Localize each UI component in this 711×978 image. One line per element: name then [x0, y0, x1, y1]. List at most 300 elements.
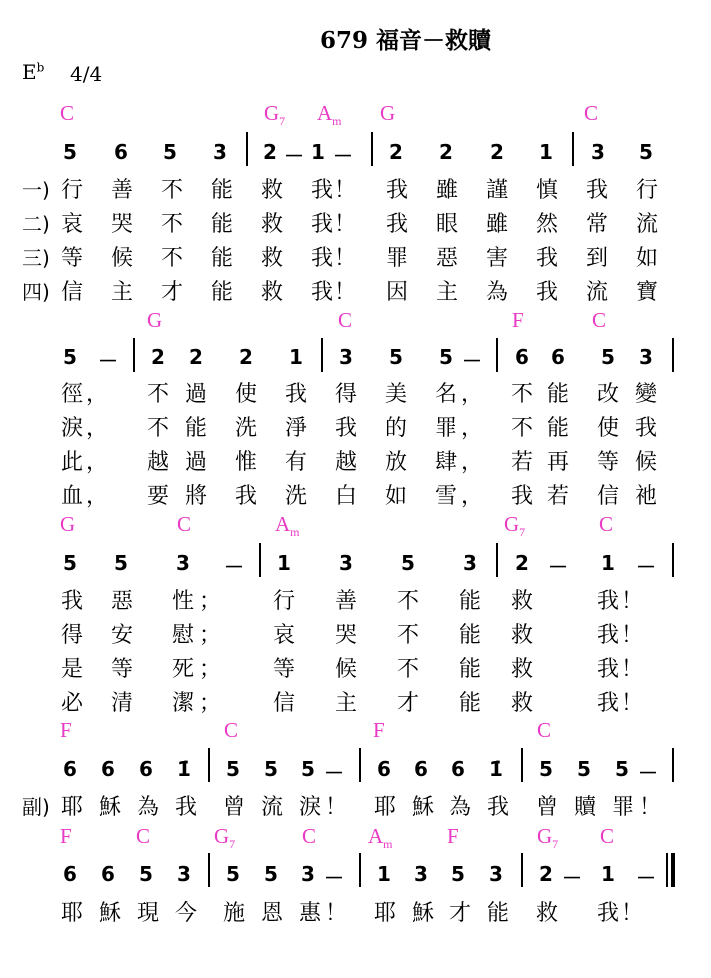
note: 1̇ [489, 757, 503, 781]
note: 5 [401, 551, 415, 575]
lyric-char: 我 [234, 484, 257, 509]
lyric-char: ； [198, 691, 221, 716]
lyric-char: 惠 [298, 901, 321, 926]
chord-quality: m [383, 837, 393, 852]
barline [208, 853, 210, 887]
chord-root: C [600, 824, 615, 848]
lyric-char: 再 [546, 450, 569, 475]
lyric-char: 不 [146, 416, 169, 441]
barline [672, 543, 674, 577]
note: － [636, 866, 656, 890]
lyric-char: 要 [146, 484, 169, 509]
note: － [224, 555, 244, 579]
lyric-char: ， [460, 416, 483, 441]
chord-symbol [214, 824, 235, 852]
lyric-char: 此 [60, 450, 83, 475]
lyric-char: 候 [634, 450, 657, 475]
lyric-char: 行 [272, 589, 295, 614]
chord-root: C [584, 101, 599, 125]
lyric-char: ， [85, 484, 108, 509]
lyric-char: ！ [638, 795, 661, 820]
chord-quality: 7 [552, 837, 559, 852]
lyric-char: 我 [310, 178, 333, 203]
lyric-char: 信 [596, 484, 619, 509]
note: － [636, 555, 656, 579]
lyric-char: 不 [160, 246, 183, 271]
lyric-char: 改 [596, 382, 619, 407]
lyric-char: ！ [333, 280, 356, 305]
note: 6 [63, 757, 77, 781]
key-flat: b [36, 60, 45, 75]
lyric-char: 信 [272, 691, 295, 716]
chord-root: C [599, 512, 614, 536]
lyric-char: ； [198, 623, 221, 648]
verse-label: 一) [22, 178, 50, 202]
note: － [324, 761, 344, 785]
chord-root: F [60, 718, 72, 742]
barline [672, 748, 674, 782]
note: 6 [414, 757, 428, 781]
lyric-char: ； [198, 589, 221, 614]
lyric-char: 哭 [110, 212, 133, 237]
barline [496, 338, 498, 372]
chord-symbol [317, 101, 342, 129]
lyric-char: 能 [458, 657, 481, 682]
lyric-char: ！ [620, 623, 643, 648]
lyric-char: 過 [184, 450, 207, 475]
note: 3 [339, 551, 353, 575]
lyric-char: ； [198, 657, 221, 682]
note: 3 [301, 862, 315, 886]
lyric-char: 能 [210, 246, 233, 271]
lyric-char: 的 [384, 416, 407, 441]
barline [133, 338, 135, 372]
chord-root: C [60, 101, 75, 125]
key-signature [22, 60, 44, 84]
barline [666, 853, 668, 887]
verse-label: 三) [22, 246, 50, 270]
chord-quality: 7 [519, 525, 526, 540]
barline [672, 338, 674, 372]
lyric-char: 救 [510, 589, 533, 614]
note: 5 [539, 757, 553, 781]
note: 1 [289, 345, 303, 369]
lyric-char: 若 [510, 450, 533, 475]
chord-root: F [60, 824, 72, 848]
lyric-char: 雪 [434, 484, 457, 509]
lyric-char: 名 [434, 382, 457, 407]
lyric-char: 因 [385, 280, 408, 305]
lyric-char: 流 [260, 795, 283, 820]
lyric-char: 候 [110, 246, 133, 271]
lyric-char: 救 [260, 246, 283, 271]
lyric-char: 雖 [435, 178, 458, 203]
lyric-char: 死 [171, 657, 194, 682]
lyric-char: 放 [384, 450, 407, 475]
note: 6 [101, 757, 115, 781]
lyric-char: 救 [510, 623, 533, 648]
barline [521, 853, 523, 887]
lyric-char: 恩 [260, 901, 283, 926]
barline [521, 748, 523, 782]
note: 1 [601, 862, 615, 886]
lyric-char: 我 [284, 382, 307, 407]
chord-symbol [447, 824, 459, 849]
lyric-char: 救 [510, 657, 533, 682]
note: 2 [239, 345, 253, 369]
lyric-char: 我 [596, 657, 619, 682]
lyric-char: 我 [596, 691, 619, 716]
lyric-char: ， [85, 416, 108, 441]
chord-quality: 7 [279, 114, 286, 129]
lyric-char: 血 [60, 484, 83, 509]
lyric-char: 曾 [535, 795, 558, 820]
lyric-char: 信 [60, 280, 83, 305]
chord-symbol [177, 512, 191, 537]
lyric-char: 謹 [485, 178, 508, 203]
lyric-char: 善 [110, 178, 133, 203]
lyric-char: 潔 [171, 691, 194, 716]
chord-symbol [537, 824, 558, 852]
lyric-char: 主 [435, 280, 458, 305]
lyric-char: 我 [535, 280, 558, 305]
verse-label: 二) [22, 212, 50, 236]
lyric-char: 穌 [411, 795, 434, 820]
chord-root: A [275, 512, 291, 536]
barline [246, 132, 248, 166]
lyric-char: 害 [485, 246, 508, 271]
hymn-title: 679 福音－救贖 [319, 27, 492, 54]
note: 5 [63, 345, 77, 369]
key-letter: E [22, 60, 37, 84]
lyric-char: 行 [60, 178, 83, 203]
lyric-char: 如 [384, 484, 407, 509]
lyric-char: 為 [136, 795, 159, 820]
note: 5 [264, 757, 278, 781]
note: 6 [114, 140, 128, 164]
note: 5 [139, 862, 153, 886]
lyric-char: 不 [160, 212, 183, 237]
note: － [562, 866, 582, 890]
lyric-char: 不 [510, 382, 533, 407]
chord-symbol [136, 824, 150, 849]
lyric-char: 我 [486, 795, 509, 820]
note: 5 [264, 862, 278, 886]
chord-root: G [214, 824, 230, 848]
chord-root: G [537, 824, 553, 848]
lyric-char: 候 [334, 657, 357, 682]
lyric-char: 罪 [385, 246, 408, 271]
lyric-char: 曾 [222, 795, 245, 820]
lyric-char: 能 [486, 901, 509, 926]
verse-label: 四) [22, 280, 50, 304]
lyric-char: 將 [184, 484, 207, 509]
lyric-char: 雖 [485, 212, 508, 237]
lyric-char: 罪 [611, 795, 634, 820]
lyric-char: 我 [385, 178, 408, 203]
chord-symbol [60, 512, 75, 537]
lyric-char: ！ [333, 178, 356, 203]
lyric-char: 美 [384, 382, 407, 407]
lyric-char: 能 [458, 589, 481, 614]
chord-root: G [380, 101, 396, 125]
lyric-char: 善 [334, 589, 357, 614]
note: 5 [163, 140, 177, 164]
note: 5 [63, 551, 77, 575]
lyric-char: 如 [635, 246, 658, 271]
chord-root: G [504, 512, 520, 536]
lyric-char: 為 [485, 280, 508, 305]
lyric-char: 救 [260, 178, 283, 203]
lyric-char: 能 [210, 280, 233, 305]
lyric-char: 穌 [98, 901, 121, 926]
lyric-char: 徑 [60, 382, 83, 407]
lyric-char: 淚 [298, 795, 321, 820]
lyric-char: 我 [596, 623, 619, 648]
note: 1 [277, 551, 291, 575]
note: 3 [591, 140, 605, 164]
chord-symbol [147, 308, 162, 333]
lyric-char: 等 [110, 657, 133, 682]
chord-symbol [302, 824, 316, 849]
note: 5 [301, 757, 315, 781]
lyric-char: 不 [396, 623, 419, 648]
lyric-char: ！ [333, 246, 356, 271]
lyric-char: 現 [136, 901, 159, 926]
lyric-char: 惡 [110, 589, 133, 614]
chord-symbol [373, 718, 385, 743]
lyric-char: ！ [333, 212, 356, 237]
lyric-char: 慎 [535, 178, 558, 203]
lyric-char: 淨 [284, 416, 307, 441]
lyric-char: 慰 [171, 623, 194, 648]
lyric-char: 能 [184, 416, 207, 441]
lyric-char: 能 [458, 623, 481, 648]
note: 3 [176, 551, 190, 575]
lyric-char: ， [460, 484, 483, 509]
lyric-char: ！ [620, 901, 643, 926]
note: 6 [377, 757, 391, 781]
chord-root: C [136, 824, 151, 848]
lyric-char: 耶 [373, 901, 396, 926]
chord-symbol [599, 512, 613, 537]
note: － [98, 349, 118, 373]
lyric-char: 能 [546, 416, 569, 441]
note: 2 [515, 551, 529, 575]
note: 6 [63, 862, 77, 886]
lyric-char: 我 [535, 246, 558, 271]
lyric-char: 不 [146, 382, 169, 407]
lyric-char: 我 [310, 246, 333, 271]
note: 3 [339, 345, 353, 369]
lyric-char: 我 [310, 280, 333, 305]
note: 5 [451, 862, 465, 886]
lyric-char: ！ [620, 691, 643, 716]
chord-root: G [60, 512, 76, 536]
lyric-char: 流 [635, 212, 658, 237]
lyric-char: 變 [634, 382, 657, 407]
barline [359, 853, 361, 887]
chord-symbol [60, 718, 72, 743]
note: 3 [489, 862, 503, 886]
chord-quality: 7 [229, 837, 236, 852]
lyric-char: 得 [60, 623, 83, 648]
lyric-char: 能 [210, 178, 233, 203]
note: 6 [101, 862, 115, 886]
lyric-char: 穌 [98, 795, 121, 820]
lyric-char: 若 [546, 484, 569, 509]
lyric-char: 能 [210, 212, 233, 237]
chord-symbol [537, 718, 551, 743]
lyric-char: 我 [634, 416, 657, 441]
lyric-char: 必 [60, 691, 83, 716]
note: 2 [151, 345, 165, 369]
note: 3 [463, 551, 477, 575]
note: 5 [226, 862, 240, 886]
note: 5 [601, 345, 615, 369]
lyric-char: 我 [510, 484, 533, 509]
lyric-char: 使 [596, 416, 619, 441]
lyric-char: 救 [535, 901, 558, 926]
chord-root: C [338, 308, 353, 332]
note: 5 [114, 551, 128, 575]
lyric-char: ， [85, 382, 108, 407]
note: 2 [490, 140, 504, 164]
chord-symbol [368, 824, 393, 852]
lyric-char: 耶 [60, 901, 83, 926]
lyric-char: ， [85, 450, 108, 475]
chord-symbol [60, 824, 72, 849]
note: － [284, 144, 304, 168]
lyric-char: 是 [60, 657, 83, 682]
lyric-char: 施 [222, 901, 245, 926]
lyric-char: 淚 [60, 416, 83, 441]
lyric-char: 耶 [373, 795, 396, 820]
chord-symbol [592, 308, 606, 333]
barline [321, 338, 323, 372]
note: 6 [451, 757, 465, 781]
lyric-char: 能 [546, 382, 569, 407]
lyric-char: 流 [585, 280, 608, 305]
lyric-char: 我 [596, 901, 619, 926]
note: 3 [639, 345, 653, 369]
lyric-char: 等 [596, 450, 619, 475]
lyric-char: 我 [596, 589, 619, 614]
note: 6 [139, 757, 153, 781]
note: 3 [414, 862, 428, 886]
chord-symbol [275, 512, 300, 540]
lyric-char: 穌 [411, 901, 434, 926]
note: 2 [189, 345, 203, 369]
barline [208, 748, 210, 782]
chord-root: C [537, 718, 552, 742]
barline [496, 543, 498, 577]
chord-symbol [264, 101, 285, 129]
lyric-char: 才 [448, 901, 471, 926]
note: － [324, 866, 344, 890]
lyric-char: 過 [184, 382, 207, 407]
barline [371, 132, 373, 166]
chord-symbol [338, 308, 352, 333]
lyric-char: 我 [334, 416, 357, 441]
chord-quality: m [332, 114, 342, 129]
chord-symbol [380, 101, 395, 126]
note: 5 [389, 345, 403, 369]
lyric-char: 才 [160, 280, 183, 305]
lyric-char: 等 [60, 246, 83, 271]
note: 3 [213, 140, 227, 164]
lyric-char: 洗 [234, 416, 257, 441]
lyric-char: 我 [60, 589, 83, 614]
lyric-char: 寶 [635, 280, 658, 305]
lyric-char: 我 [585, 178, 608, 203]
note: 5 [439, 345, 453, 369]
lyric-char: 我 [310, 212, 333, 237]
lyric-char: 救 [260, 212, 283, 237]
lyric-char: 我 [385, 212, 408, 237]
note: 2 [389, 140, 403, 164]
chord-root: G [147, 308, 163, 332]
lyric-char: 有 [284, 450, 307, 475]
lyric-char: 贖 [573, 795, 596, 820]
lyric-char: 主 [110, 280, 133, 305]
lyric-char: 才 [396, 691, 419, 716]
lyric-char: 今 [174, 901, 197, 926]
lyric-char: 安 [110, 623, 133, 648]
lyric-char: 洗 [284, 484, 307, 509]
lyric-char: 哭 [334, 623, 357, 648]
lyric-char: 行 [635, 178, 658, 203]
lyric-char: 哀 [60, 212, 83, 237]
lyric-char: 使 [234, 382, 257, 407]
chord-symbol [60, 101, 74, 126]
chord-symbol [512, 308, 524, 333]
chord-root: C [224, 718, 239, 742]
chord-symbol [504, 512, 525, 540]
chord-root: G [264, 101, 280, 125]
lyric-char: 哀 [272, 623, 295, 648]
lyric-char: ！ [620, 589, 643, 614]
chord-root: C [177, 512, 192, 536]
lyric-char: 等 [272, 657, 295, 682]
lyric-char: 惡 [435, 246, 458, 271]
lyric-char: 為 [448, 795, 471, 820]
chord-root: A [368, 824, 384, 848]
lyric-char: 不 [510, 416, 533, 441]
lyric-char: 越 [146, 450, 169, 475]
lyric-char: 能 [458, 691, 481, 716]
note: 6 [515, 345, 529, 369]
lyric-char: 清 [110, 691, 133, 716]
note: － [548, 555, 568, 579]
lyric-char: 耶 [60, 795, 83, 820]
note: 5 [615, 757, 629, 781]
lyric-char: 主 [334, 691, 357, 716]
barline [572, 132, 574, 166]
chord-root: C [302, 824, 317, 848]
chord-quality: m [290, 525, 300, 540]
note: － [638, 761, 658, 785]
note: 1 [311, 140, 325, 164]
verse-label: 副) [22, 795, 50, 819]
lyric-char: 不 [160, 178, 183, 203]
lyric-char: 不 [396, 657, 419, 682]
lyric-char: 眼 [435, 212, 458, 237]
chord-root: C [592, 308, 607, 332]
note: 1 [377, 862, 391, 886]
lyric-char: 常 [585, 212, 608, 237]
chord-root: F [373, 718, 385, 742]
